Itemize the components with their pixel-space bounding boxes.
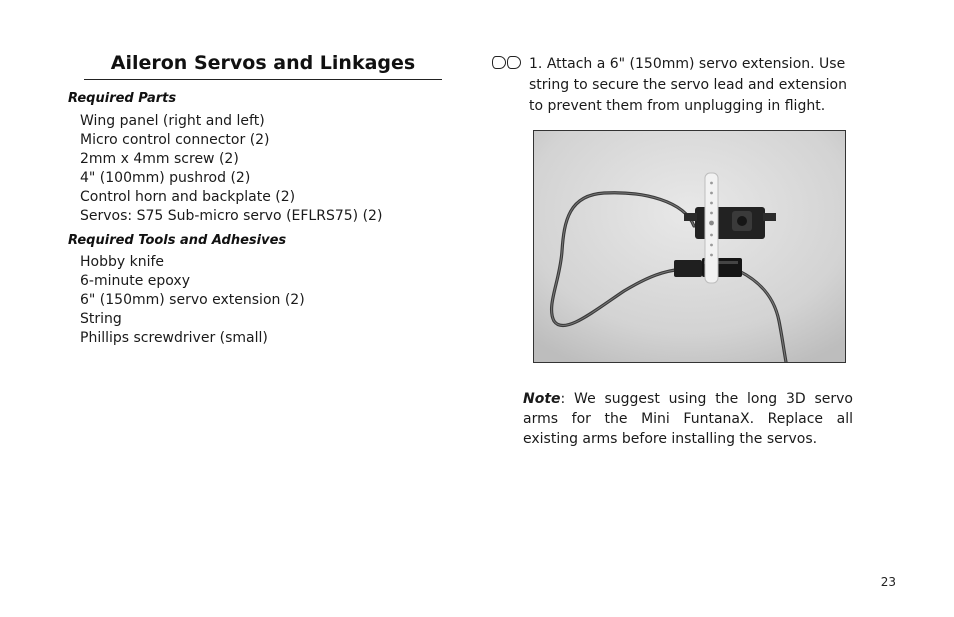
note-text: : We suggest using the long 3D servo arms for the Mini FuntanaX. Replace all existing arms before installing the servos. — [523, 391, 853, 447]
list-item: Servos: S75 Sub-micro servo (EFLRS75) (2) — [80, 208, 383, 224]
list-item: Hobby knife — [80, 254, 165, 270]
list-item: Micro control connector (2) — [80, 132, 270, 148]
required-tools-list — [80, 253, 305, 348]
note-label: Note — [523, 391, 561, 407]
checkbox-icon[interactable] — [492, 56, 506, 69]
page-number: 23 — [880, 575, 896, 589]
required-parts-heading: Required Parts — [68, 91, 177, 106]
step-number: 1. — [529, 56, 543, 72]
list-item: String — [80, 311, 122, 327]
required-tools-heading: Required Tools and Adhesives — [68, 233, 287, 248]
page-title: Aileron Servos and Linkages — [110, 52, 416, 74]
list-item: 6-minute epoxy — [80, 273, 190, 289]
step-checkboxes — [492, 56, 521, 69]
list-item: 2mm x 4mm screw (2) — [80, 151, 239, 167]
list-item: Phillips screwdriver (small) — [80, 330, 268, 346]
note-paragraph — [523, 389, 853, 449]
title-divider — [84, 79, 442, 80]
list-item: Control horn and backplate (2) — [80, 189, 296, 205]
step-text: Attach a 6" (150mm) servo extension. Use string to secure the servo lead and extension to prevent them from unplugging in flight. — [529, 56, 847, 114]
required-parts-list — [80, 112, 382, 226]
list-item: 6" (150mm) servo extension (2) — [80, 292, 305, 308]
checkbox-icon[interactable] — [507, 56, 521, 69]
servo-photo-illustration — [534, 131, 845, 362]
list-item: 4" (100mm) pushrod (2) — [80, 170, 251, 186]
list-item: Wing panel (right and left) — [80, 113, 265, 129]
servo-extension-photo — [533, 130, 846, 363]
step-instruction — [529, 54, 859, 117]
